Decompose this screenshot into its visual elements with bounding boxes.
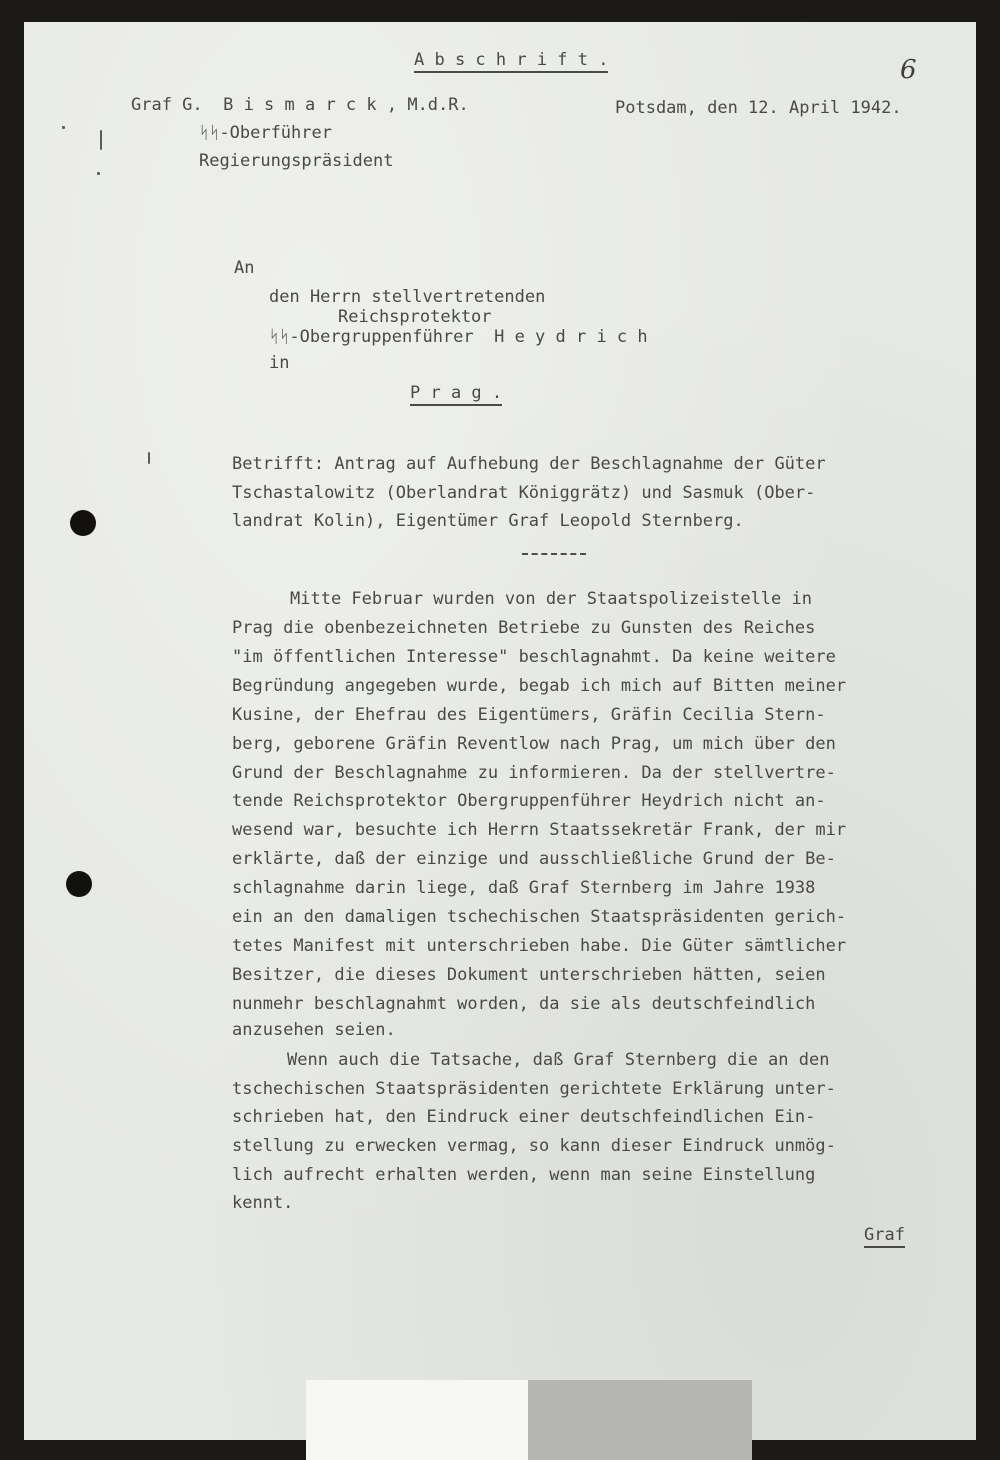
body-line: erklärte, daß der einzige und ausschließliche Grund der Be-	[232, 849, 836, 869]
body-line: kennt.	[232, 1193, 294, 1213]
gray-calibration-card	[528, 1380, 752, 1460]
body-line: wesend war, besuchte ich Herrn Staatssekretär Frank, der mir	[232, 820, 847, 840]
margin-mark	[97, 172, 100, 175]
punch-hole-bottom	[66, 871, 92, 897]
address-to: An	[234, 258, 255, 278]
sender-title: Regierungspräsident	[199, 151, 394, 171]
document-heading: A b s c h r i f t .	[414, 52, 608, 73]
body-line: tetes Manifest mit unterschrieben habe. Die Güter sämtlicher	[232, 936, 847, 956]
body-line: berg, geborene Gräfin Reventlow nach Prag, um mich über den	[232, 734, 836, 754]
subject-line: Betrifft: Antrag auf Aufhebung der Beschlagnahme der Güter	[232, 454, 826, 474]
body-line: schrieben hat, den Eindruck einer deutschfeindlichen Ein-	[232, 1107, 816, 1127]
date-line: Potsdam, den 12. April 1942.	[615, 98, 902, 118]
body-line: tschechischen Staatspräsidenten gerichtete Erklärung unter-	[232, 1079, 836, 1099]
body-line: nunmehr beschlagnahmt worden, da sie als deutschfeindlich	[232, 994, 816, 1014]
addressee-line-2: Reichsprotektor	[338, 307, 492, 327]
addressee-city: P r a g .	[410, 385, 502, 406]
body-line: "im öffentlichen Interesse" beschlagnahmt. Da keine weitere	[232, 647, 836, 667]
white-calibration-card	[306, 1380, 530, 1460]
sender-rank: ᛋᛋ-Oberführer	[199, 123, 332, 143]
body-line: Kusine, der Ehefrau des Eigentümers, Gräfin Cecilia Stern-	[232, 705, 826, 725]
margin-mark	[100, 130, 102, 150]
section-divider	[522, 553, 586, 555]
addressee-line-1: den Herrn stellvertretenden	[269, 287, 546, 307]
handwritten-page-number: 6	[900, 55, 917, 85]
body-line: ein an den damaligen tschechischen Staatspräsidenten gerich-	[232, 907, 847, 927]
body-line: Prag die obenbezeichneten Betriebe zu Gunsten des Reiches	[232, 618, 816, 638]
body-line: tende Reichsprotektor Obergruppenführer Heydrich nicht an-	[232, 791, 826, 811]
margin-mark	[148, 452, 150, 464]
catchword: Graf	[864, 1227, 905, 1248]
body-line: Grund der Beschlagnahme zu informieren. Da der stellvertre-	[232, 763, 836, 783]
punch-hole-top	[70, 510, 96, 536]
margin-mark	[62, 126, 65, 129]
subject-line: landrat Kolin), Eigentümer Graf Leopold Sternberg.	[232, 511, 744, 531]
addressee-line-4: in	[269, 353, 290, 373]
body-line: lich aufrecht erhalten werden, wenn man seine Einstellung	[232, 1165, 816, 1185]
body-line: schlagnahme darin liege, daß Graf Sternberg im Jahre 1938	[232, 878, 816, 898]
body-line: anzusehen seien.	[232, 1020, 396, 1040]
body-line: Begründung angegeben wurde, begab ich mich auf Bitten meiner	[232, 676, 847, 696]
body-line: stellung zu erwecken vermag, so kann dieser Eindruck unmög-	[232, 1136, 836, 1156]
body-line: Mitte Februar wurden von der Staatspolizeistelle in	[290, 589, 812, 609]
letter-page	[24, 22, 976, 1440]
body-line: Besitzer, die dieses Dokument unterschrieben hätten, seien	[232, 965, 826, 985]
subject-line: Tschastalowitz (Oberlandrat Königgrätz) und Sasmuk (Ober-	[232, 483, 816, 503]
addressee-line-3: ᛋᛋ-Obergruppenführer H e y d r i c h	[269, 327, 648, 347]
sender-name: Graf G. B i s m a r c k , M.d.R.	[131, 95, 469, 115]
body-line: Wenn auch die Tatsache, daß Graf Sternberg die an den	[287, 1050, 830, 1070]
